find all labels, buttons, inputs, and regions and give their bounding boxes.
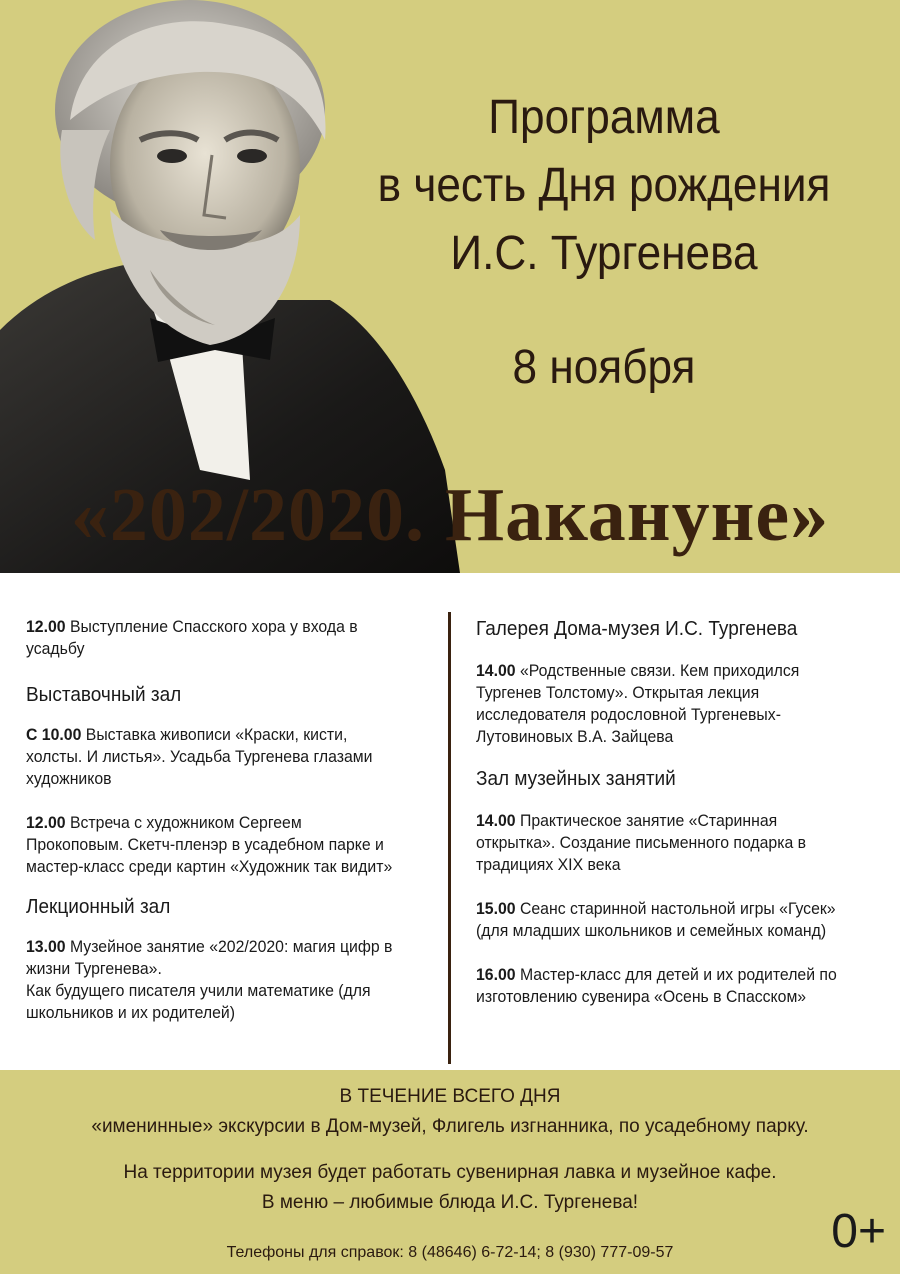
program-item bbox=[26, 936, 426, 1024]
event-date: 8 ноября bbox=[512, 341, 696, 394]
footer-banner bbox=[0, 1070, 900, 1274]
section-title-museum-classes: Зал музейных занятий bbox=[476, 768, 676, 790]
program-item bbox=[476, 964, 886, 1008]
item-time: 14.00 bbox=[476, 811, 516, 830]
program-title bbox=[330, 84, 878, 288]
section-title-exhibition-hall: Выставочный зал bbox=[26, 684, 182, 706]
header-banner bbox=[0, 0, 900, 573]
item-extra-text: Как будущего писателя учили математике (для школьников и их родителей) bbox=[26, 981, 371, 1022]
contact-phones: Телефоны для справок: 8 (48646) 6-72-14; 8 (930) 777-09-57 bbox=[226, 1244, 674, 1261]
age-rating-badge: 0+ bbox=[831, 1205, 886, 1258]
item-time: 12.00 bbox=[26, 813, 66, 832]
main-title: «202/2020. Накануне» bbox=[70, 473, 830, 557]
program-item bbox=[476, 810, 886, 876]
program-item bbox=[26, 724, 426, 790]
item-text: Выставка живописи «Краски, кисти, холсты. И листья». Усадьба Тургенева глазами художников bbox=[26, 725, 373, 788]
title-line-3: И.С. Тургенева bbox=[450, 227, 758, 280]
item-time: 13.00 bbox=[26, 937, 66, 956]
section-title-lecture-hall: Лекционный зал bbox=[26, 896, 171, 918]
item-text: Сеанс старинной настольной игры «Гусек» (для младших школьников и семейных команд) bbox=[476, 899, 836, 940]
all-day-heading: В ТЕЧЕНИЕ ВСЕГО ДНЯ bbox=[339, 1086, 561, 1107]
title-line-2: в честь Дня рождения bbox=[377, 159, 831, 212]
item-text: Практическое занятие «Старинная открытка». Создание письменного подарка в традициях XIX века bbox=[476, 811, 807, 874]
menu-text: В меню – любимые блюда И.С. Тургенева! bbox=[261, 1192, 639, 1213]
excursions-text: «именинные» экскурсии в Дом-музей, Флигель изгнанника, по усадебному парку. bbox=[91, 1116, 809, 1137]
program-item bbox=[476, 898, 886, 942]
right-column bbox=[476, 616, 886, 1030]
item-time: С 10.00 bbox=[26, 725, 82, 744]
item-text: Встреча с художником Сергеем Прокоповым. Скетч-пленэр в усадебном парке и мастер-класс среди картин «Художник так видит» bbox=[26, 813, 393, 876]
item-time: 14.00 bbox=[476, 661, 516, 680]
item-text: Мастер-класс для детей и их родителей по изготовлению сувенира «Осень в Спасском» bbox=[476, 965, 837, 1006]
item-time: 15.00 bbox=[476, 899, 516, 918]
program-item bbox=[26, 812, 426, 878]
program-item bbox=[476, 660, 886, 748]
title-line-1: Программа bbox=[488, 91, 720, 144]
item-time: 16.00 bbox=[476, 965, 516, 984]
program-item bbox=[26, 616, 426, 660]
item-text: «Родственные связи. Кем приходился Тургенев Толстому». Открытая лекция исследователя родословной Тургеневых-Лутовиновых В.А. Зайцева bbox=[476, 661, 800, 746]
souvenir-shop-text: На территории музея будет работать сувенирная лавка и музейное кафе. bbox=[123, 1162, 777, 1183]
column-divider bbox=[448, 612, 451, 1064]
item-time: 12.00 bbox=[26, 617, 66, 636]
left-column bbox=[26, 616, 426, 1046]
item-text: Музейное занятие «202/2020: магия цифр в жизни Тургенева». bbox=[26, 937, 393, 978]
section-title-gallery: Галерея Дома-музея И.С. Тургенева bbox=[476, 618, 798, 640]
item-text: Выступление Спасского хора у входа в усадьбу bbox=[26, 617, 358, 658]
